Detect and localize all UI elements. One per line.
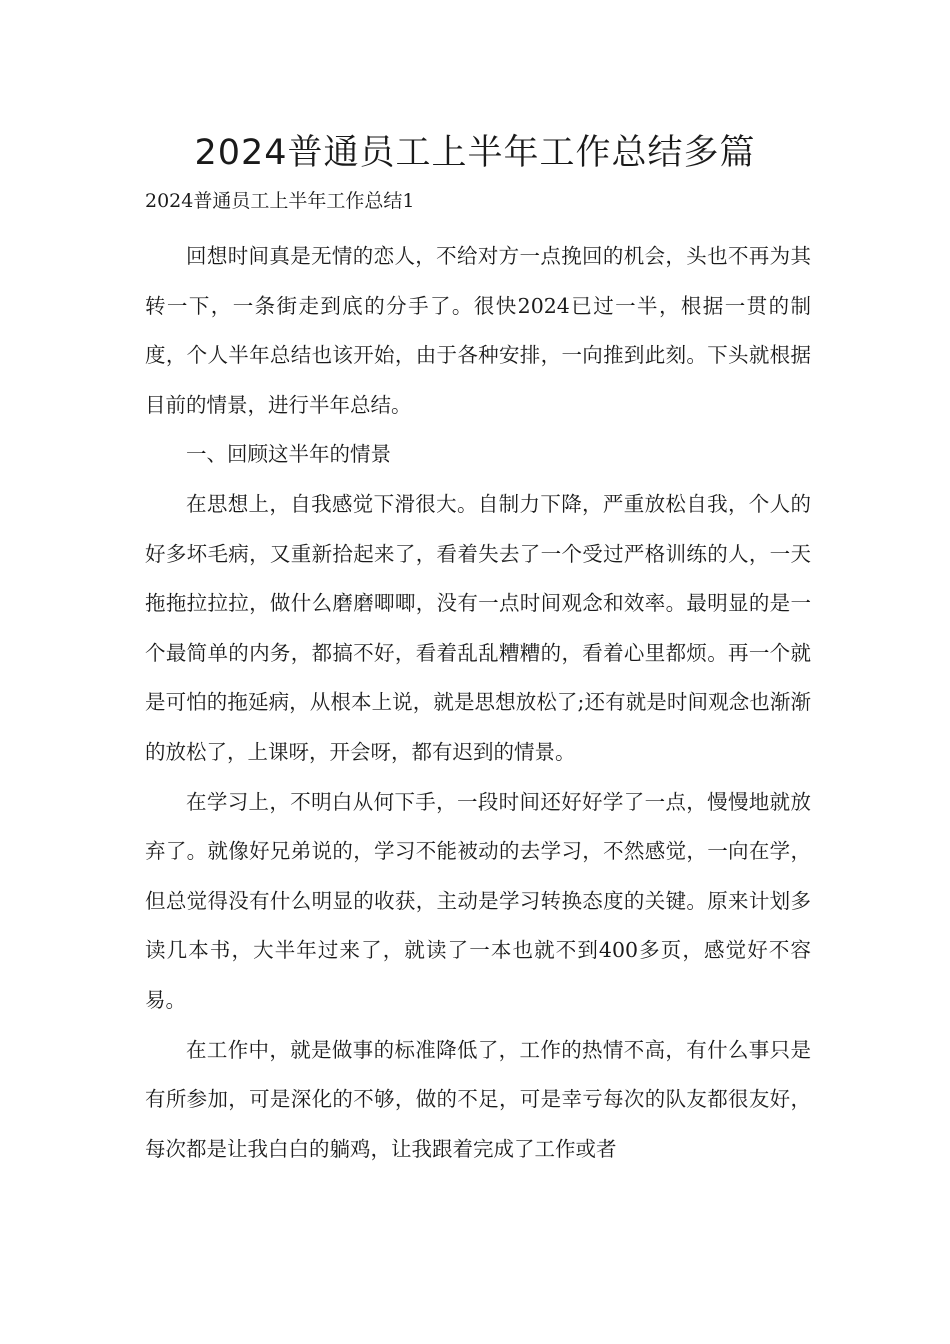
paragraph-work: 在工作中，就是做事的标准降低了，工作的热情不高，有什么事只是有所参加，可是深化的不够，做的不足，可是幸亏每次的队友都很友好，每次都是让我白白的躺鸡，让我跟着完成了工作或者 — [145, 1037, 811, 1161]
section-heading: 一、回顾这半年的情景 — [186, 442, 391, 467]
paragraph-intro: 回想时间真是无情的恋人，不给对方一点挽回的机会，头也不再为其转一下，一条街走到底的分手了。很快2024已过一半，根据一贯的制度，个人半年总结也该开始，由于各种安排，一向推到此刻。下头就根据目前的情景，进行半年总结。 — [145, 244, 811, 417]
paragraph-study: 在学习上，不明白从何下手，一段时间还好好学了一点，慢慢地就放弃了。就像好兄弟说的，学习不能被动的去学习，不然感觉，一向在学，但总觉得没有什么明显的收获，主动是学习转换态度的关键。原来计划多读几本书，大半年过来了，就读了一本也就不到400多页，感觉好不容易。 — [145, 789, 811, 1012]
paragraph-thought: 在思想上，自我感觉下滑很大。自制力下降，严重放松自我，个人的好多坏毛病，又重新拾起来了，看着失去了一个受过严格训练的人，一天拖拖拉拉拉，做什么磨磨唧唧，没有一点时间观念和效率。最明显的是一个最简单的内务，都搞不好，看着乱乱糟糟的，看着心里都烦。再一个就是可怕的拖延病，从根本上说，就是思想放松了;还有就是时间观念也渐渐的放松了，上课呀，开会呀，都有迟到的情景。 — [145, 491, 811, 764]
document-title: 2024普通员工上半年工作总结多篇 — [194, 133, 756, 173]
document-subtitle: 2024普通员工上半年工作总结1 — [145, 190, 415, 212]
document-body — [145, 232, 811, 1174]
